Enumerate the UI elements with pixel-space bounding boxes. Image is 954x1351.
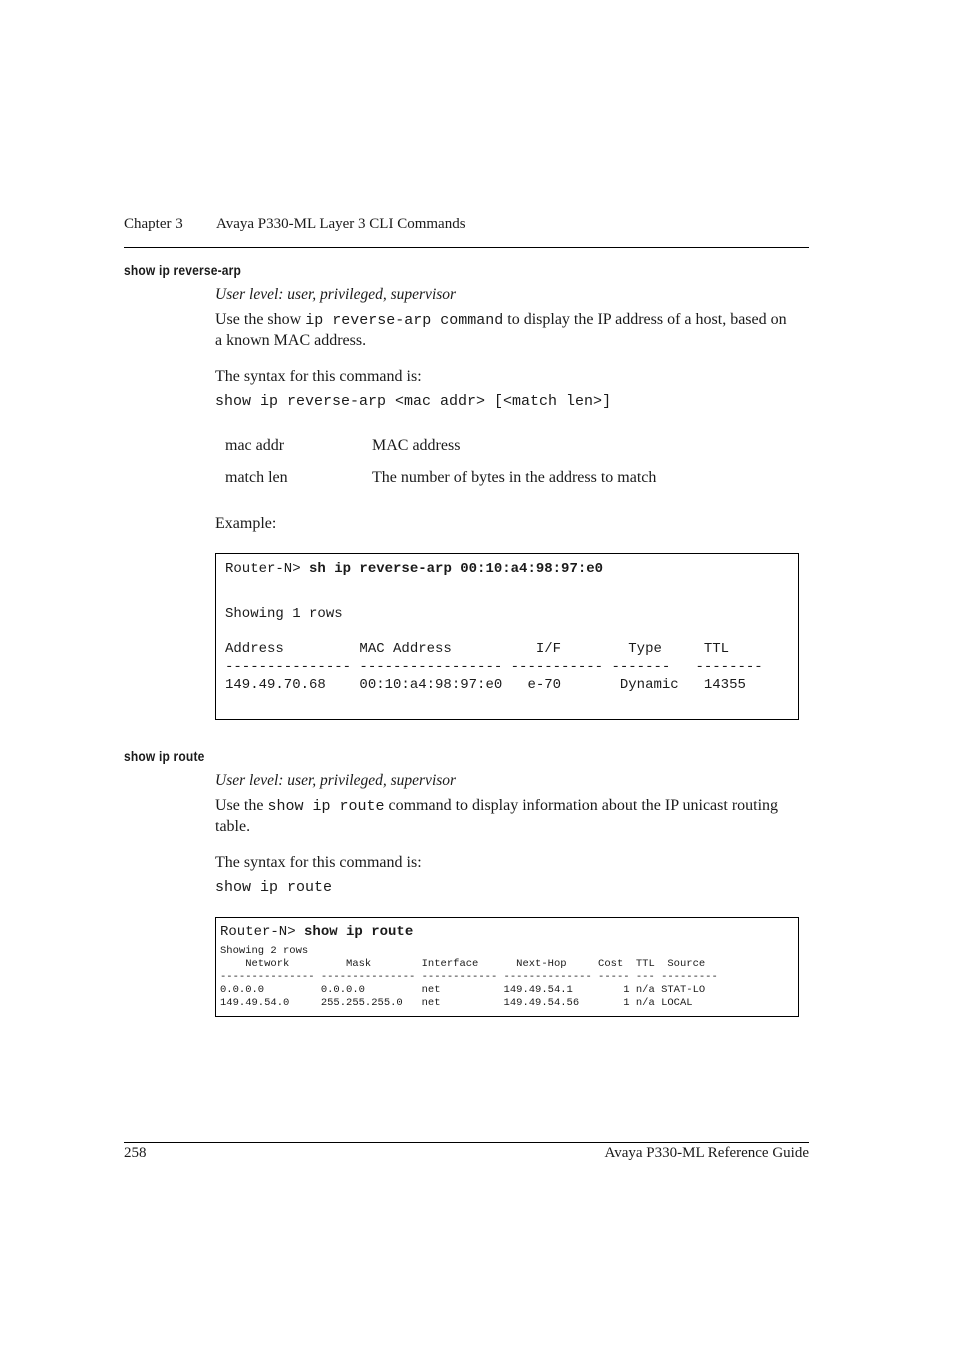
desc-text-start: Use the show: [215, 311, 306, 328]
section-heading-ip-route: show ip route: [124, 748, 205, 764]
header-rule: [124, 247, 809, 248]
chapter-title: Avaya P330-ML Layer 3 CLI Commands: [216, 216, 466, 232]
desc-inline-code: ip reverse-arp command: [305, 312, 504, 329]
desc-text-end: to display the IP address of a host, based on a known MAC address.: [215, 311, 787, 349]
example-table-separator: --------------- --------------- ------------ -------------- ----- --- ---------: [220, 971, 718, 983]
desc-text-end: command to display information about the IP unicast routing table.: [215, 797, 779, 835]
example-table-separator: --------------- ----------------- ----------- ------- --------: [225, 659, 763, 675]
cli-prompt: Router-N>: [220, 924, 305, 940]
param-name-mac-addr: mac addr: [225, 437, 285, 454]
cli-prompt: Router-N>: [225, 561, 310, 577]
desc-text-start: Use the: [215, 797, 268, 814]
chapter-label: Chapter 3: [124, 216, 183, 232]
example-table-header: Network Mask Interface Next-Hop Cost TTL Source: [220, 958, 706, 970]
user-level-reverse-arp: User level: user, privileged, supervisor: [215, 286, 457, 303]
description-reverse-arp: [215, 310, 795, 350]
param-desc-match-len: The number of bytes in the address to match: [372, 469, 657, 486]
example-command-line: [220, 924, 413, 940]
cli-command: show ip route: [304, 924, 414, 940]
section-heading-reverse-arp: show ip reverse-arp: [124, 262, 242, 278]
syntax-intro-ip-route: The syntax for this command is:: [215, 854, 422, 871]
syntax-reverse-arp: show ip reverse-arp <mac addr> [<match len>]: [215, 393, 612, 410]
param-desc-mac-addr: MAC address: [372, 437, 461, 454]
example-showing-rows: Showing 1 rows: [225, 606, 343, 622]
example-table-row: 149.49.54.0 255.255.255.0 net 149.49.54.56 1 n/a LOCAL: [220, 997, 693, 1009]
example-box-reverse-arp: [215, 553, 799, 720]
example-table-header: Address MAC Address I/F Type TTL: [225, 641, 730, 657]
page-number: 258: [124, 1145, 147, 1161]
example-box-ip-route: [215, 917, 799, 1017]
user-level-ip-route: User level: user, privileged, supervisor: [215, 772, 457, 789]
footer-rule: [124, 1142, 809, 1143]
example-showing-rows: Showing 2 rows: [220, 945, 309, 957]
syntax-ip-route: show ip route: [215, 879, 333, 896]
description-ip-route: [215, 796, 795, 836]
param-name-match-len: match len: [225, 469, 288, 486]
example-table-row: 149.49.70.68 00:10:a4:98:97:e0 e-70 Dynamic 14355: [225, 677, 746, 693]
syntax-intro-reverse-arp: The syntax for this command is:: [215, 368, 422, 385]
cli-command: sh ip reverse-arp 00:10:a4:98:97:e0: [309, 561, 604, 577]
example-label: Example:: [215, 515, 277, 532]
desc-inline-code: show ip route: [267, 798, 385, 815]
guide-title: Avaya P330-ML Reference Guide: [604, 1145, 809, 1161]
example-command-line: [225, 561, 603, 577]
example-table-row: 0.0.0.0 0.0.0.0 net 149.49.54.1 1 n/a STAT-LO: [220, 984, 706, 996]
